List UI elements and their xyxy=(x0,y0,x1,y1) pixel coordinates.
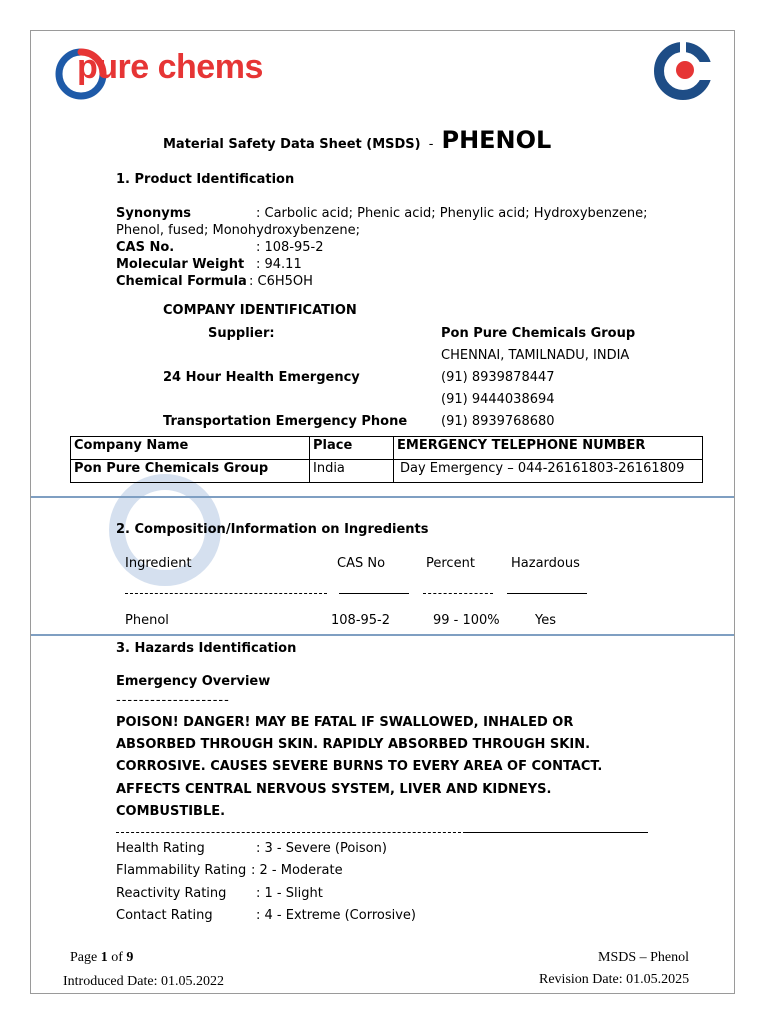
warning-line: COMBUSTIBLE. xyxy=(116,804,226,819)
section-divider xyxy=(31,496,734,498)
rating-label: Contact Rating xyxy=(116,908,213,923)
col-percent: Percent xyxy=(426,556,475,571)
table-cell-place: India xyxy=(310,460,394,483)
mw-label: Molecular Weight xyxy=(116,257,245,272)
dash-rule xyxy=(423,593,493,594)
section-divider xyxy=(31,634,734,636)
revision-date: Revision Date: 01.05.2025 xyxy=(539,972,690,987)
formula-value: : C6H5OH xyxy=(249,274,313,289)
section1-heading: 1. Product Identification xyxy=(116,172,295,187)
rating-value: : 1 - Slight xyxy=(256,886,323,901)
rule-line xyxy=(339,593,409,594)
rule-line xyxy=(466,832,648,833)
doc-separator: - xyxy=(428,137,434,152)
transport-emergency-label: Transportation Emergency Phone xyxy=(163,414,408,429)
warning-line: POISON! DANGER! MAY BE FATAL IF SWALLOWED, INHALED OR xyxy=(116,715,574,730)
rating-value: : 2 - Moderate xyxy=(251,863,343,878)
dash-rule xyxy=(116,832,466,833)
table-cell-company: Pon Pure Chemicals Group xyxy=(71,460,310,483)
ingredient-hazardous: Yes xyxy=(535,613,556,628)
ingredient-percent: 99 - 100% xyxy=(433,613,500,628)
transport-phone: (91) 8939768680 xyxy=(441,414,555,429)
page-of: of xyxy=(111,950,123,965)
rating-label: Flammability Rating xyxy=(116,863,247,878)
section2-heading: 2. Composition/Information on Ingredients xyxy=(116,522,429,537)
doc-title: PHENOL xyxy=(441,126,552,154)
col-cas: CAS No xyxy=(337,556,386,571)
supplier-location: CHENNAI, TAMILNADU, INDIA xyxy=(441,348,630,363)
cas-label: CAS No. xyxy=(116,240,175,255)
company-heading: COMPANY IDENTIFICATION xyxy=(163,303,357,318)
overview-underline: -------------------- xyxy=(116,693,230,708)
supplier-name: Pon Pure Chemicals Group xyxy=(441,326,636,341)
page-current: 1 xyxy=(100,950,108,965)
cas-value: : 108-95-2 xyxy=(256,240,324,255)
company-table-header-row xyxy=(71,437,703,460)
doc-prefix: Material Safety Data Sheet (MSDS) xyxy=(163,137,421,152)
synonyms-value: : Carbolic acid; Phenic acid; Phenylic acid; Hydroxybenzene; xyxy=(256,206,648,221)
warning-line: AFFECTS CENTRAL NERVOUS SYSTEM, LIVER AND KIDNEYS. xyxy=(116,782,552,797)
rule-line xyxy=(507,593,587,594)
formula-label: Chemical Formula xyxy=(116,274,247,289)
company-table xyxy=(70,436,703,483)
page-prefix: Page xyxy=(70,950,98,965)
logo-wordmark: pure chems xyxy=(77,48,263,86)
section3-heading: 3. Hazards Identification xyxy=(116,641,297,656)
rating-label: Health Rating xyxy=(116,841,205,856)
health-phone-1: (91) 8939878447 xyxy=(441,370,555,385)
table-row xyxy=(71,460,703,483)
emergency-overview-label: Emergency Overview xyxy=(116,674,271,689)
introduced-date: Introduced Date: 01.05.2022 xyxy=(63,974,224,989)
ingredient-cas: 108-95-2 xyxy=(331,613,391,628)
warning-line: ABSORBED THROUGH SKIN. RAPIDLY ABSORBED THROUGH SKIN. xyxy=(116,737,591,752)
corner-emblem-icon xyxy=(652,40,714,102)
mw-value: : 94.11 xyxy=(256,257,302,272)
dash-rule xyxy=(125,593,327,594)
rating-value: : 3 - Severe (Poison) xyxy=(256,841,387,856)
health-emergency-label: 24 Hour Health Emergency xyxy=(163,370,360,385)
page-total: 9 xyxy=(126,950,134,965)
table-header-emergency: EMERGENCY TELEPHONE NUMBER xyxy=(394,437,703,460)
document-title xyxy=(163,126,551,154)
brand-logo xyxy=(55,48,315,100)
col-hazardous: Hazardous xyxy=(511,556,580,571)
page-number xyxy=(70,950,133,966)
health-phone-2: (91) 9444038694 xyxy=(441,392,555,407)
rating-label: Reactivity Rating xyxy=(116,886,227,901)
footer-doc-name: MSDS – Phenol xyxy=(598,950,690,965)
table-header-place: Place xyxy=(310,437,394,460)
col-ingredient: Ingredient xyxy=(125,556,192,571)
table-header-company: Company Name xyxy=(71,437,310,460)
ingredient-name: Phenol xyxy=(125,613,169,628)
supplier-label: Supplier: xyxy=(208,326,275,341)
synonyms-value-cont: Phenol, fused; Monohydroxybenzene; xyxy=(116,223,360,238)
table-cell-emergency: Day Emergency – 044-26161803-26161809 xyxy=(394,460,703,483)
synonyms-label: Synonyms xyxy=(116,206,192,221)
warning-line: CORROSIVE. CAUSES SEVERE BURNS TO EVERY AREA OF CONTACT. xyxy=(116,759,603,774)
rating-value: : 4 - Extreme (Corrosive) xyxy=(256,908,416,923)
